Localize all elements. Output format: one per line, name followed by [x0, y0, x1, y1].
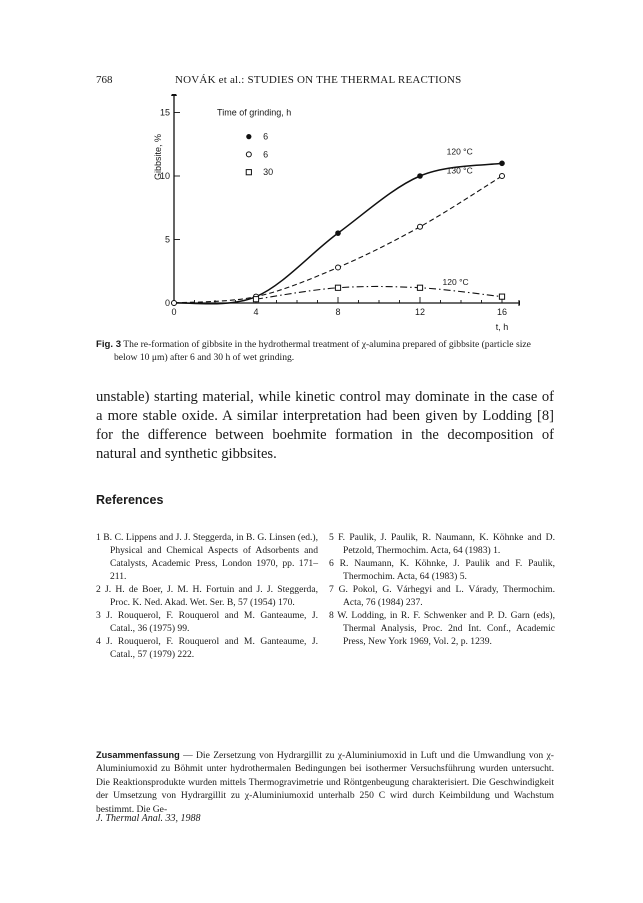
- data-point-filled-circle: [499, 161, 505, 167]
- reference-7: 7 G. Pokol, G. Várhegyi and L. Várady, Thermochim. Acta, 76 (1984) 237.: [329, 584, 555, 608]
- data-point-open-circle: [172, 301, 177, 306]
- data-point-open-circle: [336, 265, 341, 270]
- legend-label: 6: [263, 131, 269, 142]
- curve-label-2: 130 °C: [446, 165, 473, 176]
- references-left-column: [96, 531, 318, 661]
- chart-axes: [153, 94, 520, 332]
- data-point-open-square: [253, 297, 258, 302]
- chart-labels: [217, 108, 473, 288]
- y-tick-label: 5: [164, 234, 170, 245]
- data-point-filled-circle: [335, 230, 341, 236]
- x-axis-title: t, h: [495, 322, 509, 332]
- legend-label: 30: [263, 167, 274, 178]
- y-tick-label: 10: [159, 171, 170, 181]
- running-head: NOVÁK et al.: STUDIES ON THE THERMAL REACTIONS: [175, 74, 462, 86]
- data-point-open-square: [499, 294, 504, 299]
- body-paragraph: unstable) starting material, while kinetic control may dominate in the case of a more stable oxide. A similar interpretation had been given by Lodding [8] for the difference between boehmite formation in the decomposition of natural and synthetic gibbsites.: [96, 389, 554, 462]
- page-number: 768: [96, 74, 113, 86]
- data-point-filled-circle: [417, 173, 423, 179]
- curve-label-1: 120 °C: [446, 146, 473, 157]
- zusammenfassung-abstract: [96, 749, 554, 816]
- reference-5: 5 F. Paulik, J. Paulik, R. Naumann, K. Köhnke and D. Petzold, Thermochim. Acta, 64 (1983) 1.: [329, 532, 555, 556]
- legend-title: Time of grinding, h: [217, 107, 292, 118]
- references-heading: References: [96, 493, 164, 507]
- journal-footer: J. Thermal Anal. 33, 1988: [96, 813, 201, 824]
- reference-4: 4 J. Rouquerol, F. Rouquerol and M. Ganteaume, J. Catal., 57 (1979) 222.: [96, 636, 318, 660]
- data-point-open-square: [335, 285, 340, 290]
- y-axis-title: Gibbsite, %: [153, 133, 163, 180]
- reference-1: 1 B. C. Lippens and J. J. Steggerda, in B. G. Linsen (ed.), Physical and Chemical Aspects of Adsorbents and Catalysts, Academic Press, London 1970, pp. 171–211.: [96, 532, 318, 582]
- x-tick-label: 0: [171, 307, 177, 317]
- x-axis-arrow: [518, 300, 520, 306]
- y-tick-label: 0: [164, 298, 170, 308]
- series-line-3: [256, 286, 502, 299]
- x-tick-label: 12: [414, 307, 426, 317]
- data-point-open-square: [417, 285, 422, 290]
- caption-label: Fig. 3: [96, 339, 122, 350]
- legend-marker-open-square: [246, 170, 251, 175]
- legend-marker-filled-circle: [246, 134, 251, 139]
- reference-6: 6 R. Naumann, K. Köhnke, J. Paulik and F. Paulik, Thermochim. Acta, 64 (1983) 5.: [329, 558, 555, 582]
- data-point-open-circle: [418, 224, 423, 229]
- figure-3-chart: [150, 94, 520, 339]
- reference-8: 8 W. Lodding, in R. F. Schwenker and P. D. Garn (eds), Thermal Analysis, Proc. 2nd Int. Conf., Academic Press, New York 1969, Vol. 2, p. 1239.: [329, 610, 555, 647]
- data-point-open-circle: [500, 174, 505, 179]
- x-tick-label: 4: [253, 307, 259, 317]
- curve-label-3: 120 °C: [442, 277, 469, 288]
- y-axis-arrow: [171, 94, 177, 96]
- references-right-column: [329, 531, 555, 648]
- zusammenfassung-label: Zusammenfassung: [96, 750, 180, 760]
- caption-text: The re-formation of gibbsite in the hydrothermal treatment of χ-alumina prepared of gibbsite (particle size below 10 μm) after 6 and 30 h of wet grinding.: [114, 339, 531, 363]
- legend-label: 6: [263, 149, 269, 160]
- reference-2: 2 J. H. de Boer, J. M. H. Fortuin and J. J. Steggerda, Proc. K. Ned. Akad. Wet. Ser. B, 57 (1954) 170.: [96, 584, 318, 608]
- reference-3: 3 J. Rouquerol, F. Rouquerol and M. Ganteaume, J. Catal., 36 (1975) 99.: [96, 610, 318, 634]
- y-tick-label: 15: [159, 107, 170, 118]
- figure-caption: [96, 339, 551, 364]
- x-tick-label: 16: [496, 307, 508, 317]
- x-tick-label: 8: [335, 307, 341, 317]
- legend-marker-open-circle: [246, 152, 251, 157]
- zusammenfassung-text: — Die Zersetzung von Hydrargillit zu χ-Aluminiumoxid in Luft und die Umwandlung von χ-Aluminiumoxid zu Böhmit unter hydrothermalen Bedingungen bei isothermer Versuchsführung wurden untersucht. Die Reaktionsprodukte wurden mittels Thermogravimetrie und Röntgenbeugung charakterisiert. Die Geschwindigkeit der Umsetzung von Hydrargillit zu χ-Aluminiumoxid unterhalb 250 C wird durch Keimbildung und Wachstum bestimmt. Die Ge-: [96, 750, 554, 815]
